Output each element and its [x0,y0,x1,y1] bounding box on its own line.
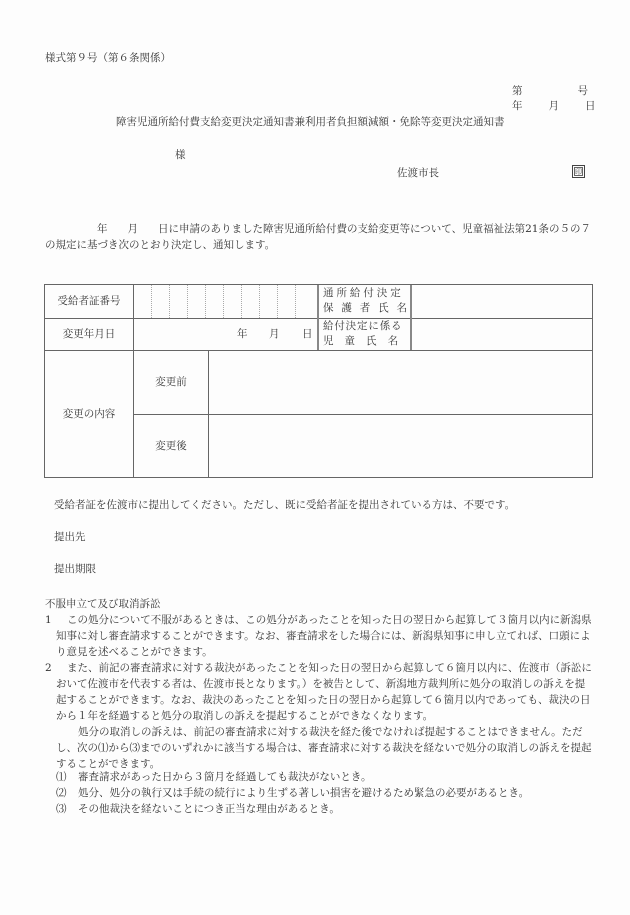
addressee-suffix: 様 [175,149,186,161]
change-content-label: 変更の内容 [62,408,116,420]
appeal-item-2 [45,660,595,724]
recipient-cert-label: 受給者証番号 [57,295,121,307]
document-title: 障害児通所給付費支給変更決定通知書兼利用者負担額減額・免除等変更決定通知書 [116,116,505,128]
change-date-label: 変更年月日 [62,328,116,340]
appeal-item-number: 1 [45,614,52,626]
date-day: 日 [585,100,596,112]
seal-mark [572,165,585,178]
intro-month: 月 [127,223,138,235]
guardian-name-field[interactable] [412,285,592,318]
appeal-item-number: 2 [45,662,52,674]
date-year: 年 [512,100,523,112]
appeal-sub-paragraph: 処分の取消しの訴えは、前記の審査請求に対する裁決を経た後でなければ提起することはできません。ただし、次の⑴から⑶までのいずれかに該当する場合は、審査請求に対する裁決を経ないで処分の取消しの訴えを提起することができます。 [56,726,592,770]
issuer-name: 佐渡市長 [397,167,439,179]
intro-text: 日に申請のありました障害児通所給付費の支給変更等について、児童福祉法第21条の５の７の規定に基づき次のとおり決定し、通知します。 [45,223,591,251]
col-divider [317,285,319,350]
condition-item: ⑵ 処分、処分の執行又は手続の続行により生ずる著しい損害を避けるため緊急の必要があるとき。 [56,787,530,799]
condition-item: ⑶ その他裁決を経ないことにつき正当な理由があるとき。 [56,803,340,815]
decision-table [44,284,593,478]
submit-note: 受給者証を佐渡市に提出してください。ただし、既に受給者証を提出されている方は、不要です。 [54,499,516,511]
after-label: 変更後 [155,440,187,452]
appeal-heading: 不服申立て及び取消訴訟 [45,598,161,610]
appeal-item-text: また、前記の審査請求に対する裁決があったことを知った日の翌日から起算して６箇月以内に、佐渡市（訴訟において佐渡市を代表する者は、佐渡市長となります。）を被告として、新潟地方裁判所に処分の取消しの訴えを提起することができます。なお、裁決のあったことを知った日の翌日から起算して６箇月以内であっても、裁決の日から１年を経過すると処分の取消しの訴えを提起することができなくなります。 [56,662,592,722]
intro-year: 年 [97,223,108,235]
intro-paragraph [45,221,595,253]
number-prefix: 第 [512,85,523,97]
appeal-item-text: この処分について不服があるときは、この処分があったことを知った日の翌日から起算して３箇月以内に新潟県知事に対し審査請求することができます。なお、審査請求をした場合には、新潟県知事に申し立てれば、口頭により意見を述べることができます。 [56,614,592,658]
change-date-day: 日 [302,328,313,340]
child-name-field[interactable] [412,319,592,350]
change-date-month: 月 [269,328,280,340]
seal-icon: 印 [575,168,582,176]
child-name-label: 給付決定に係る 児童氏名 [323,320,410,347]
destination-label: 提出先 [54,531,86,543]
deadline-label: 提出期限 [54,563,96,575]
guardian-name-label: 通所給付決定 保護者氏名 [323,287,415,314]
before-field[interactable] [210,351,592,414]
date-month: 月 [548,100,559,112]
issue-date-line [512,101,596,112]
change-date-year: 年 [237,328,248,340]
condition-item: ⑴ 審査請求があった日から３箇月を経過しても裁決がないとき。 [56,771,372,783]
appeal-item-1 [45,612,595,660]
col-divider [208,350,209,477]
before-label: 変更前 [155,376,187,388]
form-number: 様式第９号（第６条関係） [45,52,171,64]
after-field[interactable] [210,415,592,477]
number-suffix: 号 [577,85,588,97]
recipient-cert-field[interactable] [135,285,317,318]
document-number-line [512,86,588,97]
